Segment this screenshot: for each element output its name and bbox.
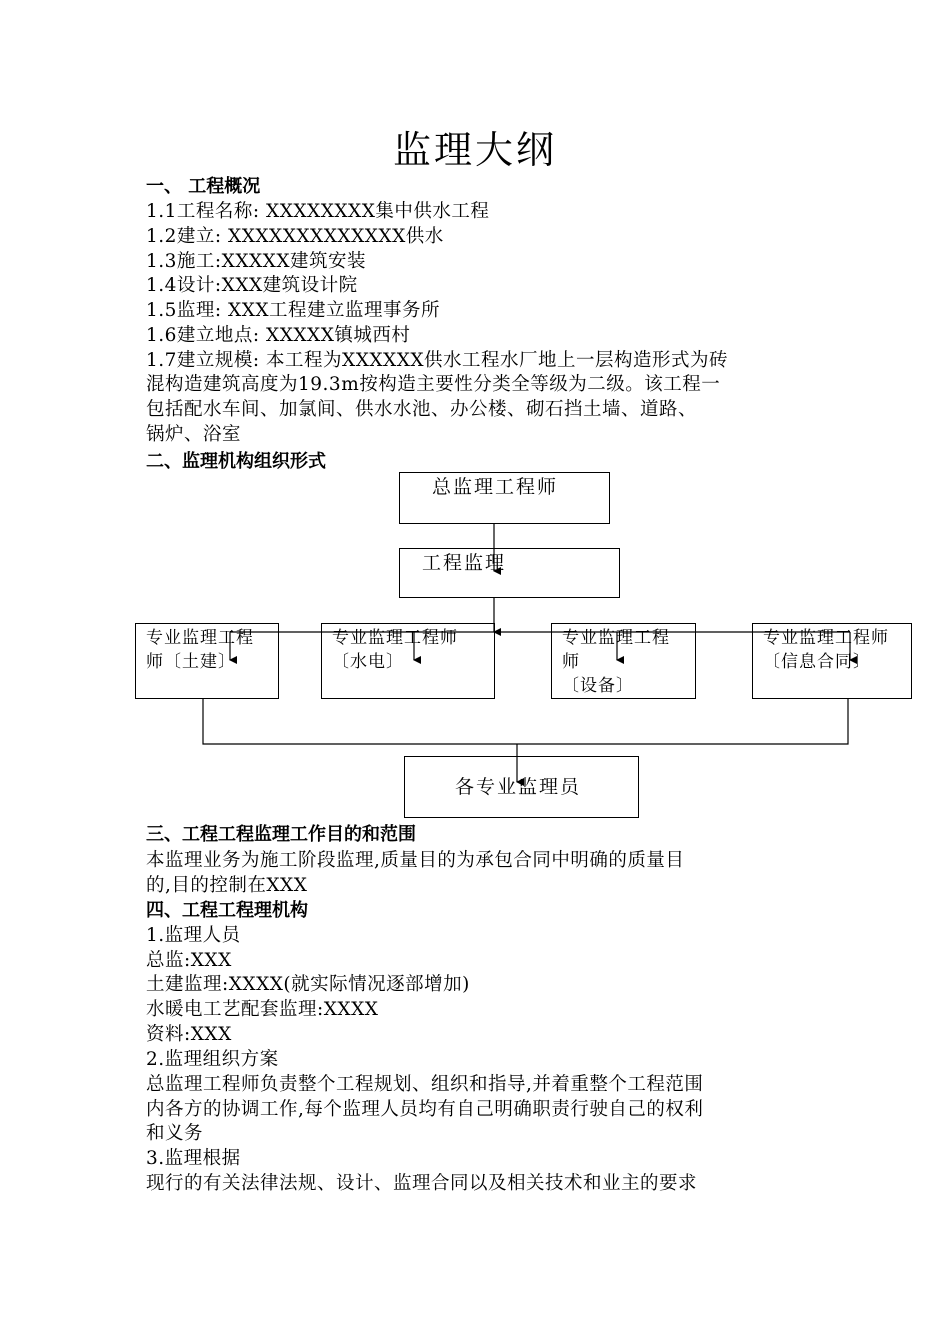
section-heading-scope: 三、工程工程监理工作目的和范围 — [146, 824, 416, 845]
organization-line: 3.监理根据 — [146, 1148, 241, 1169]
specialist-label-line: 专业监理工程师 — [332, 628, 458, 648]
organization-line: 总监:XXX — [146, 950, 232, 971]
specialist-label-line: 师 — [562, 652, 580, 672]
page-title: 监理大纲 — [392, 128, 557, 172]
supervisor-box — [399, 548, 620, 598]
overview-line: 1.2建立: XXXXXXXXXXXXX供水 — [146, 226, 444, 247]
overview-line: 锅炉、浴室 — [146, 424, 242, 445]
specialist-label-line: 师〔土建〕 — [146, 652, 236, 672]
chief-engineer-box — [399, 472, 610, 524]
organization-line: 和义务 — [146, 1123, 204, 1144]
section-heading-organization: 四、工程工程理机构 — [146, 900, 308, 921]
organization-line: 土建监理:XXXX(就实际情况逐部增加) — [146, 974, 470, 995]
organization-line: 水暖电工艺配套监理:XXXX — [146, 999, 379, 1020]
overview-line: 包括配水车间、加氯间、供水水池、办公楼、砌石挡土墙、道路、 — [146, 399, 698, 420]
overview-line: 1.4设计:XXX建筑设计院 — [146, 275, 358, 296]
overview-line: 1.3施工:XXXXX建筑安装 — [146, 251, 367, 272]
section-heading-overview: 一、 工程概况 — [146, 176, 261, 197]
specialist-box-equipment — [551, 623, 696, 699]
merge-line — [203, 698, 848, 744]
specialist-box-water-power — [321, 623, 495, 699]
staff-box — [404, 756, 639, 818]
specialist-label-line: 〔设备〕 — [562, 676, 634, 696]
specialist-label-line: 〔水电〕 — [332, 652, 404, 672]
specialist-label-line: 专业监理工程 — [146, 628, 254, 648]
overview-line: 1.6建立地点: XXXXX镇城西村 — [146, 325, 411, 346]
overview-line: 1.7建立规模: 本工程为XXXXXX供水工程水厂地上一层构造形式为砖 — [146, 350, 729, 371]
overview-line: 混构造建筑高度为19.3m按构造主要性分类全等级为二级。该工程一 — [146, 374, 721, 395]
section-heading-org: 二、监理机构组织形式 — [146, 451, 326, 472]
specialist-label-line: 专业监理工程师 — [763, 628, 889, 648]
organization-line: 内各方的协调工作,每个监理人员均有自己明确职责行驶自己的权利 — [146, 1099, 704, 1120]
staff-label: 各专业监理员 — [455, 776, 582, 798]
organization-line: 2.监理组织方案 — [146, 1049, 279, 1070]
scope-line: 的,目的控制在XXX — [146, 875, 308, 896]
scope-line: 本监理业务为施工阶段监理,质量目的为承包合同中明确的质量目 — [146, 850, 685, 871]
organization-line: 现行的有关法律法规、设计、监理合同以及相关技术和业主的要求 — [146, 1173, 698, 1194]
chief-engineer-label: 总监理工程师 — [432, 476, 559, 498]
organization-line: 总监理工程师负责整个工程规划、组织和指导,并着重整个工程范围 — [146, 1074, 704, 1095]
specialist-label-line: 专业监理工程 — [562, 628, 670, 648]
organization-line: 1.监理人员 — [146, 925, 241, 946]
overview-line: 1.1工程名称: XXXXXXXX集中供水工程 — [146, 201, 490, 222]
specialist-box-info-contract — [752, 623, 912, 699]
specialist-label-line: 〔信息合同〕 — [763, 652, 871, 672]
overview-line: 1.5监理: XXX工程建立监理事务所 — [146, 300, 441, 321]
supervisor-label: 工程监理 — [422, 552, 507, 574]
specialist-box-civil — [135, 623, 279, 699]
organization-line: 资料:XXX — [146, 1024, 232, 1045]
